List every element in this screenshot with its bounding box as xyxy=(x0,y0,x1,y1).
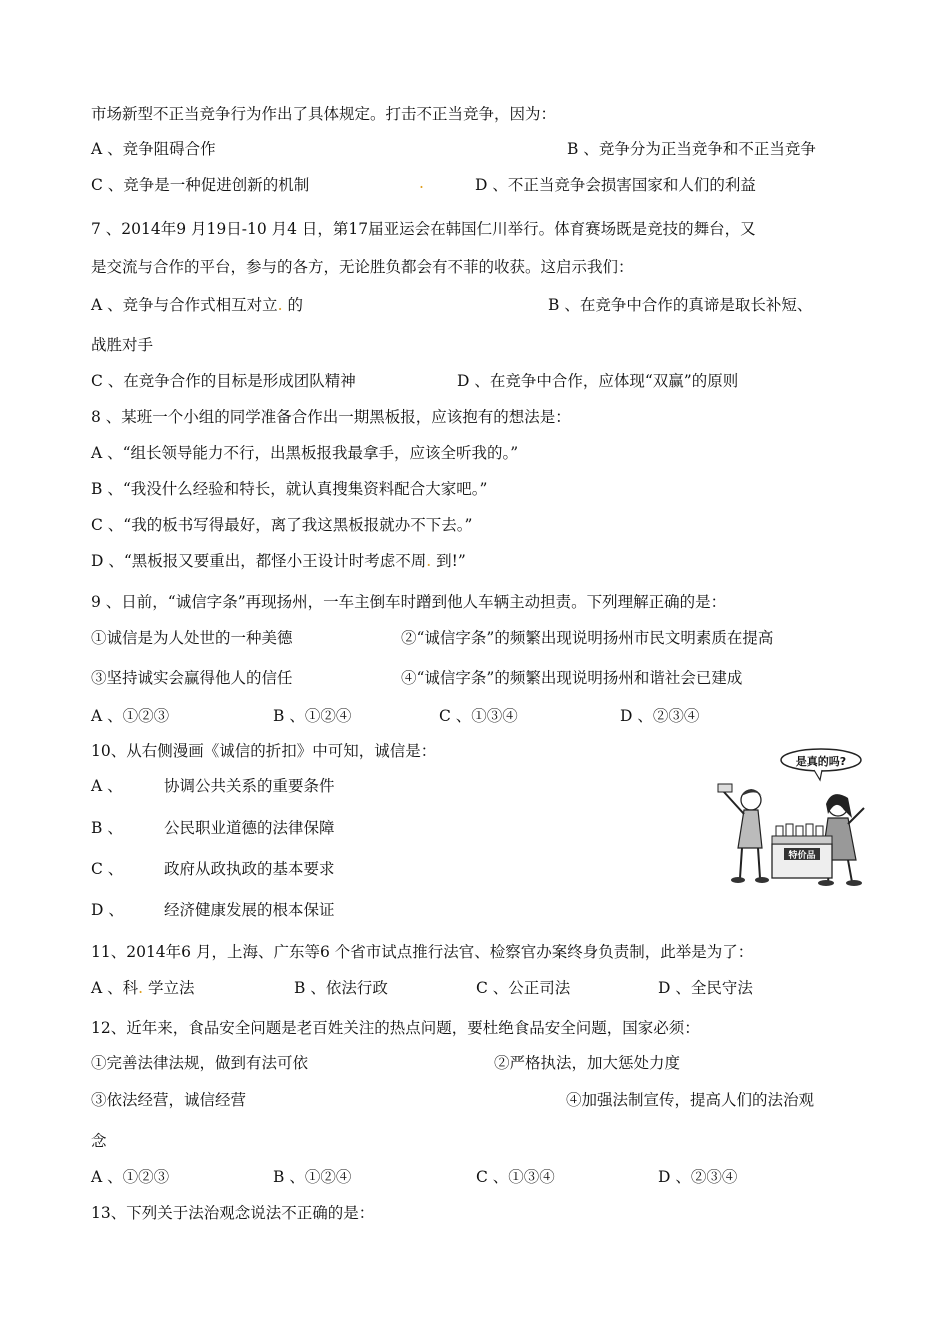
cartoon-sign-text: 特价品 xyxy=(788,851,816,861)
q12-statement-2: ②严格执法，加大惩处力度 xyxy=(494,1054,681,1072)
q9-statement-3: ③坚持诚实会赢得他人的信任 xyxy=(91,669,293,687)
q11-stem: 11、2014年6 月，上海、广东等6 个省市试点推行法官、检察官办案终身负责制，此举是为了： xyxy=(91,943,754,961)
q11-option-a-text: A 、科 xyxy=(91,979,139,997)
q7-stem-line2: 是交流与合作的平台，参与的各方，无论胜负都会有不菲的收获。这启示我们： xyxy=(91,258,634,276)
q9-option-a: A 、①②③ xyxy=(91,707,170,725)
q8-stem: 8 、某班一个小组的同学准备合作出一期黑板报，应该抱有的想法是： xyxy=(91,408,571,426)
q9-stem: 9 、日前，“诚信字条”再现扬州，一车主倒车时蹭到他人车辆主动担责。下列理解正确的是： xyxy=(91,593,727,611)
q6-option-a: A 、竞争阻碍合作 xyxy=(91,140,216,158)
q12-statement-4: ④加强法制宣传，提高人们的法治观 xyxy=(566,1091,815,1109)
stray-dot: . xyxy=(277,296,283,314)
q11-option-d: D 、全民守法 xyxy=(658,979,753,997)
q11-option-b: B 、依法行政 xyxy=(294,979,388,997)
q9-option-c: C 、①③④ xyxy=(439,707,518,725)
q12-stem: 12、近年来，食品安全问题是老百姓关注的热点问题，要杜绝食品安全问题，国家必须： xyxy=(91,1019,700,1037)
q12-statement-4-cont: 念 xyxy=(91,1132,107,1150)
q12-option-b: B 、①②④ xyxy=(273,1168,352,1186)
q7-option-c: C 、在竞争合作的目标是形成团队精神 xyxy=(91,372,356,390)
q10-option-c: 政府从政执政的基本要求 xyxy=(164,860,335,878)
q7-option-a-text: A 、竞争与合作式相互对立 xyxy=(91,296,278,314)
q12-statement-3: ③依法经营，诚信经营 xyxy=(91,1091,247,1109)
q9-option-d: D 、②③④ xyxy=(620,707,700,725)
cartoon-bubble-text: 是真的吗? xyxy=(795,755,847,768)
q10-option-a-letter: A 、 xyxy=(91,777,123,795)
q8-option-d-tail: 到!” xyxy=(431,552,466,570)
q8-option-d xyxy=(91,551,466,571)
q12-option-a: A 、①②③ xyxy=(91,1168,170,1186)
q11-option-a-tail: 学立法 xyxy=(143,979,195,997)
q9-option-b: B 、①②④ xyxy=(273,707,352,725)
q10-option-a: 协调公共关系的重要条件 xyxy=(164,777,335,795)
q9-statement-2: ②“诚信字条”的频繁出现说明扬州市民文明素质在提高 xyxy=(401,629,774,647)
q7-option-a-tail: 的 xyxy=(282,296,303,314)
q11-option-c: C 、公正司法 xyxy=(476,979,571,997)
q10-option-c-letter: C 、 xyxy=(91,860,124,878)
q7-stem-line1: 7 、2014年9 月19日-10 月4 日，第17届亚运会在韩国仁川举行。体育赛场既是竞技的舞台，又 xyxy=(91,220,756,238)
q8-option-d-text: D 、“黑板报又要重出，都怪小王设计时考虑不周 xyxy=(91,552,427,570)
q7-option-b: B 、在竞争中合作的真谛是取长补短、 xyxy=(548,296,813,314)
q6-option-d: D 、不正当竞争会损害国家和人们的利益 xyxy=(475,176,756,194)
q12-option-c: C 、①③④ xyxy=(476,1168,555,1186)
q10-option-d: 经济健康发展的根本保证 xyxy=(164,901,335,919)
q7-option-d: D 、在竞争中合作，应体现“双赢”的原则 xyxy=(457,372,739,390)
q8-option-a: A 、“组长领导能力不行，出黑板报我最拿手，应该全听我的。” xyxy=(91,444,519,462)
q6-stem: 市场新型不正当竞争行为作出了具体规定。打击不正当竞争，因为： xyxy=(91,105,557,123)
q8-option-c: C 、“我的板书写得最好，离了我这黑板报就办不下去。” xyxy=(91,516,473,534)
q10-option-b: 公民职业道德的法律保障 xyxy=(164,819,335,837)
q12-statement-1: ①完善法律法规，做到有法可依 xyxy=(91,1054,309,1072)
q12-option-d: D 、②③④ xyxy=(658,1168,738,1186)
stray-dot: . xyxy=(419,174,424,192)
integrity-cartoon xyxy=(716,748,866,888)
stray-dot: . xyxy=(138,979,144,997)
q9-statement-4: ④“诚信字条”的频繁出现说明扬州和谐社会已建成 xyxy=(401,669,743,687)
q7-option-a xyxy=(91,295,303,315)
q8-option-b: B 、“我没什么经验和特长，就认真搜集资料配合大家吧。” xyxy=(91,480,488,498)
q6-option-b: B 、竞争分为正当竞争和不正当竞争 xyxy=(567,140,816,158)
q10-stem: 10、从右侧漫画《诚信的折扣》中可知，诚信是： xyxy=(91,742,437,760)
q7-option-b-cont: 战胜对手 xyxy=(91,336,154,354)
q10-option-b-letter: B 、 xyxy=(91,819,123,837)
q11-option-a xyxy=(91,978,195,998)
q9-statement-1: ①诚信是为人处世的一种美德 xyxy=(91,629,293,647)
stray-dot: . xyxy=(426,552,432,570)
q10-option-d-letter: D 、 xyxy=(91,901,124,919)
q6-option-c: C 、竞争是一种促进创新的机制 xyxy=(91,176,310,194)
q13-stem: 13、下列关于法治观念说法不正确的是： xyxy=(91,1204,375,1222)
